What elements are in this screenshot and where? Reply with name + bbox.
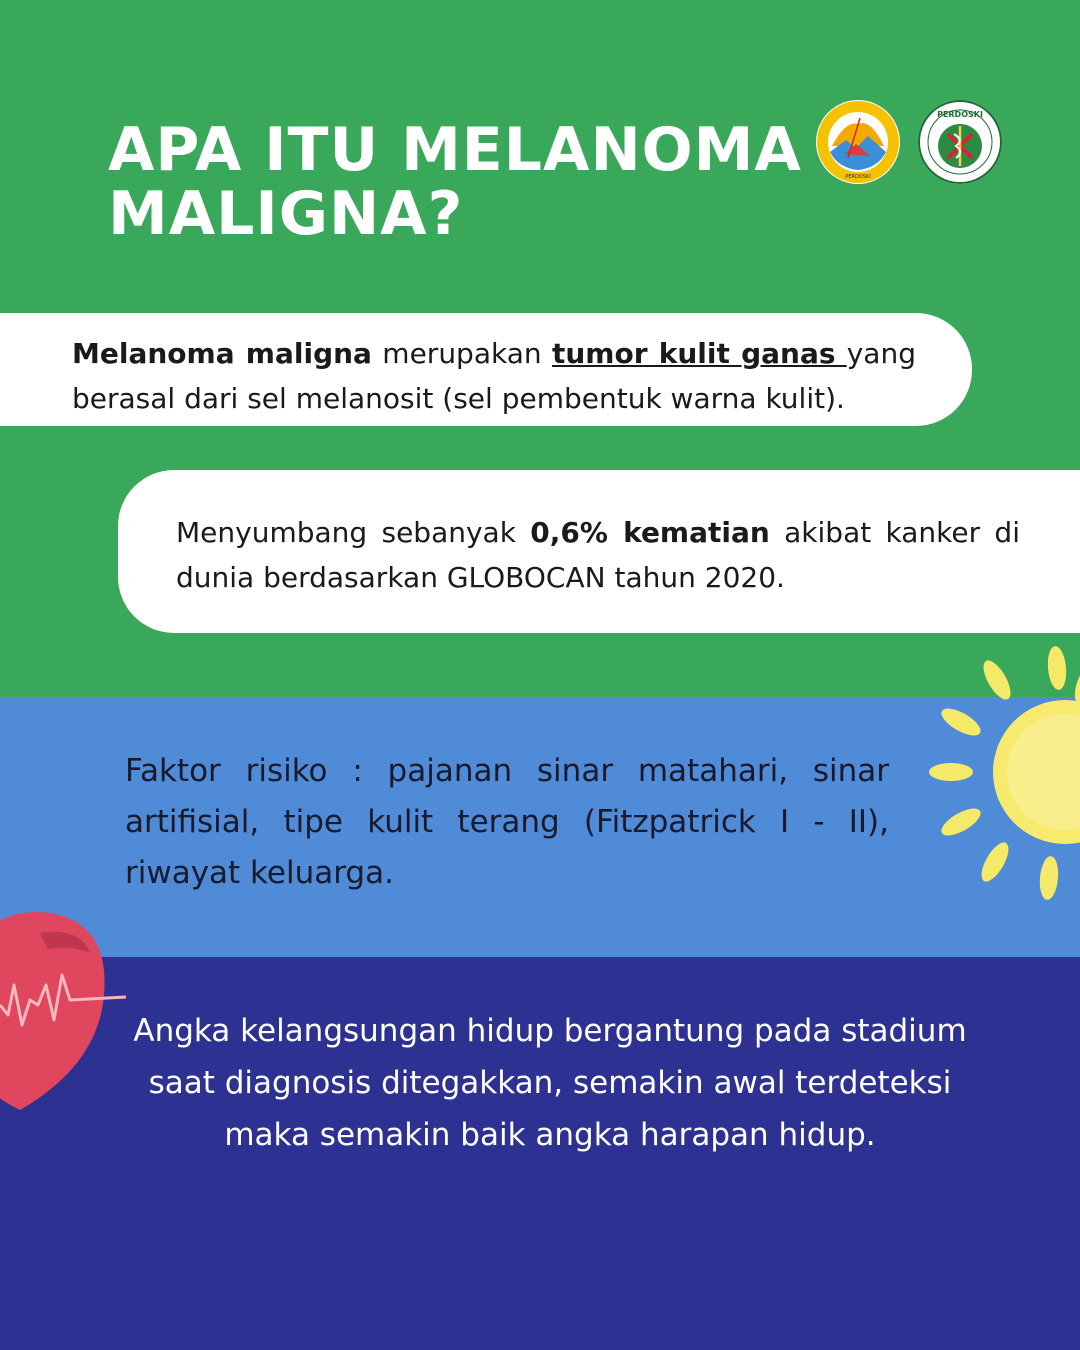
risk-factors-text: Faktor risiko : pajanan sinar matahari, sinar artifisial, tipe kulit terang (Fitzpatrick I - II), riwayat keluarga. xyxy=(125,753,889,891)
svg-text:PERDOSKI: PERDOSKI xyxy=(845,174,871,180)
sun-icon xyxy=(925,640,1080,900)
statistic-highlight: 0,6% kematian xyxy=(530,516,770,549)
svg-text:PERDOSKI: PERDOSKI xyxy=(937,110,983,119)
statistic-text: Menyumbang sebanyak 0,6% kematian akibat kanker di dunia berdasarkan GLOBOCAN tahun 2020. xyxy=(176,516,1020,594)
survival-text: Angka kelangsungan hidup bergantung pada stadium saat diagnosis ditegakkan, semakin awal terdeteksi maka semakin baik angka harapan hidup. xyxy=(133,1013,967,1153)
definition-card xyxy=(0,313,972,426)
definition-highlight: tumor kulit ganas xyxy=(551,337,847,370)
definition-text: Melanoma maligna merupakan tumor kulit ganas yang berasal dari sel melanosit (sel pembentuk warna kulit). xyxy=(72,337,916,415)
definition-term: Melanoma maligna xyxy=(72,337,372,370)
kelompok-studi-logo xyxy=(816,100,900,184)
statistic-card xyxy=(118,470,1080,633)
perdoski-logo xyxy=(918,100,1002,184)
page-title: APA ITU MELANOMA MALIGNA? xyxy=(108,115,802,249)
